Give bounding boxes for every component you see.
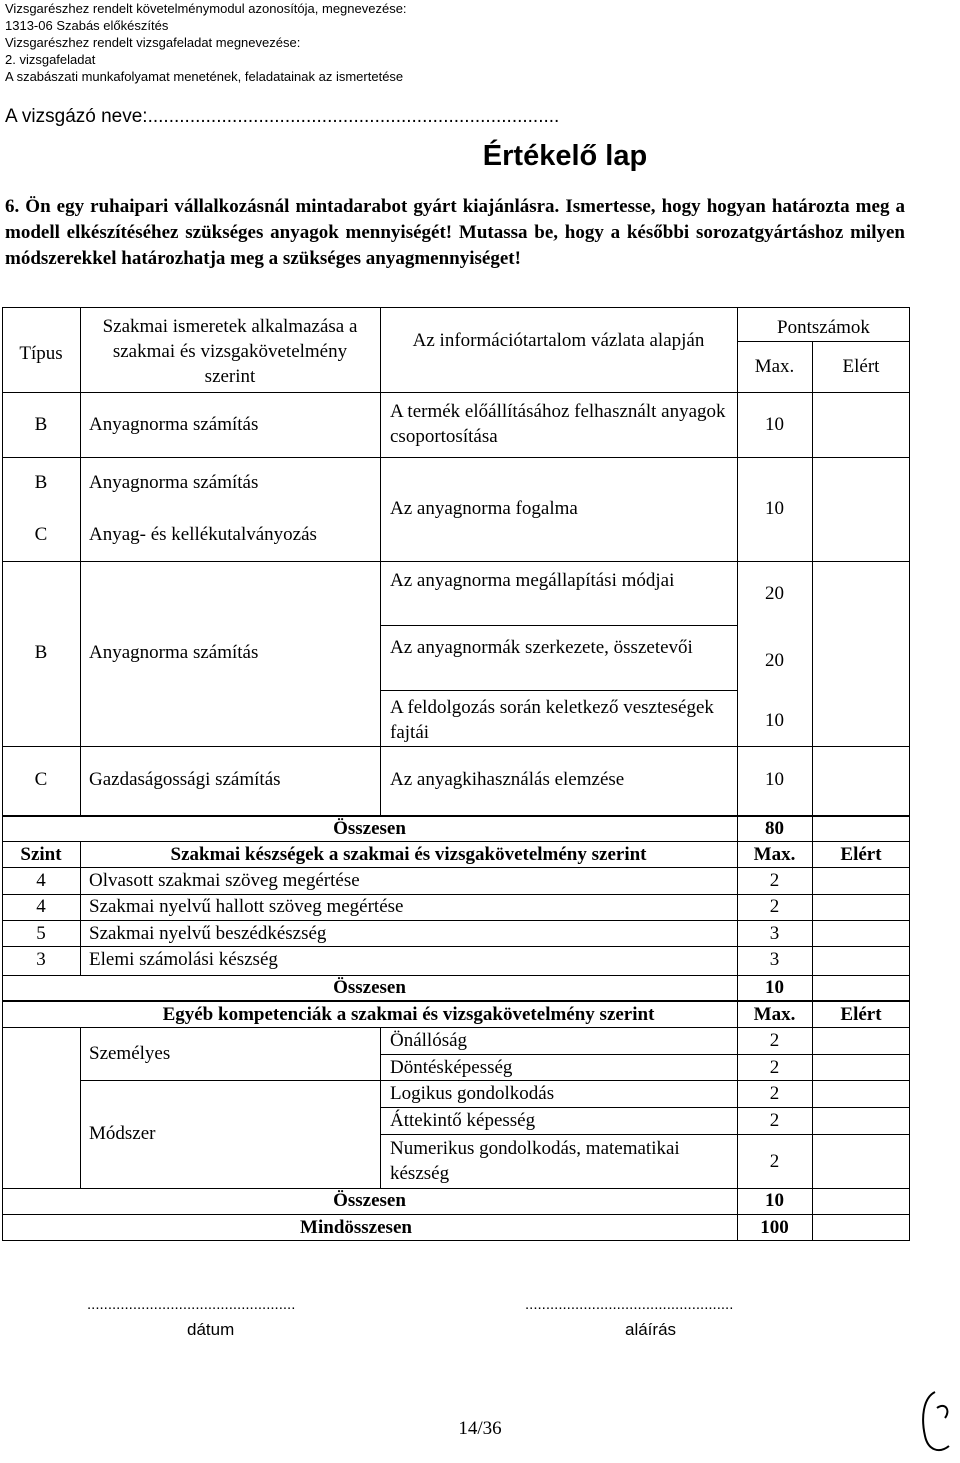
- header-task-label: Vizsgarészhez rendelt vizsgafeladat megnevezése:: [5, 35, 301, 50]
- candidate-name-line: A vizsgázó neve:..............................................................................: [5, 106, 560, 127]
- competence-max: 2: [769, 1151, 780, 1172]
- date-label: dátum: [187, 1320, 235, 1339]
- total-other-label: Összesen: [333, 1190, 406, 1211]
- row4-info: Az anyagkihasználás elemzése: [390, 769, 625, 790]
- column-header-achieved: Elért: [842, 356, 880, 377]
- grand-total-label: Mindösszesen: [300, 1217, 412, 1238]
- competence-max: 2: [769, 1057, 780, 1078]
- skill-max: 3: [769, 923, 780, 944]
- row3-type: B: [34, 642, 48, 663]
- column-header-knowledge: Szakmai ismeretek alkalmazása a szakmai és vizsgakövetelmény szerint: [102, 316, 358, 387]
- row2-type-c: C: [34, 524, 48, 545]
- skill-name: Szakmai nyelvű beszédkészség: [89, 923, 327, 944]
- column-header-max: Max.: [754, 356, 795, 377]
- row3-max-a: 20: [765, 583, 784, 604]
- header-module-name: 1313-06 Szabás előkészítés: [5, 18, 169, 33]
- total-skills-label: Összesen: [333, 977, 406, 998]
- competence-max: 2: [769, 1083, 780, 1104]
- competence-name: Döntésképesség: [390, 1057, 513, 1078]
- row4-knowledge: Gazdaságossági számítás: [89, 769, 281, 790]
- row3-info-b: Az anyagnormák szerkezete, összetevői: [390, 637, 693, 658]
- header-task-number: 2. vizsgafeladat: [5, 52, 96, 67]
- method-competence-label: Módszer: [89, 1123, 156, 1144]
- skill-max: 2: [769, 896, 780, 917]
- header-task-name: A szabászati munkafolyamat menetének, feladatainak az ismertetése: [5, 69, 404, 84]
- skill-name: Szakmai nyelvű hallott szöveg megértése: [89, 896, 404, 917]
- column-header-level: Szint: [20, 844, 62, 865]
- skill-max: 3: [769, 949, 780, 970]
- row2-knowledge-b: Anyag- és kellékutalványozás: [89, 524, 317, 545]
- row4-type: C: [34, 769, 48, 790]
- total-skills-value: 10: [765, 977, 784, 998]
- competence-name: Logikus gondolkodás: [390, 1083, 555, 1104]
- total-knowledge-label: Összesen: [333, 818, 406, 839]
- column-header-other-achieved: Elért: [840, 1004, 882, 1025]
- row3-info-a: Az anyagnorma megállapítási módjai: [390, 570, 675, 591]
- skill-max: 2: [769, 870, 780, 891]
- skill-level: 3: [36, 949, 46, 970]
- row2-max: 10: [765, 498, 784, 519]
- column-header-other: Egyéb kompetenciák a szakmai és vizsgakövetelmény szerint: [162, 1004, 655, 1025]
- header-module-label: Vizsgarészhez rendelt követelménymodul azonosítója, megnevezése:: [5, 1, 407, 16]
- column-header-skills-achieved: Elért: [840, 844, 882, 865]
- row3-info-c: A feldolgozás során keletkező veszteségek fajtái: [390, 697, 714, 743]
- column-header-type: Típus: [19, 343, 63, 364]
- row2-type-b: B: [34, 472, 48, 493]
- row4-max: 10: [765, 769, 784, 790]
- column-header-other-max: Max.: [753, 1004, 796, 1025]
- row2-knowledge-a: Anyagnorma számítás: [89, 472, 259, 493]
- row1-info: A termék előállításához felhasznált anyagok csoportosítása: [390, 401, 726, 447]
- task-description: 6. Ön egy ruhaipari vállalkozásnál mintadarabot gyárt kiajánlásra. Ismertesse, hogy hogyan határozta meg a modell elkészítéséhez szükséges anyagok mennyiségét! Mutassa be, hogy a későbbi sorozatgyártáshoz milyen módszerekkel határozhatja meg a szükséges anyagmennyiséget!: [5, 196, 905, 269]
- date-dotted-line: ..................................................: [87, 1296, 296, 1313]
- row1-knowledge: Anyagnorma számítás: [89, 414, 259, 435]
- page-number: 14/36: [458, 1418, 502, 1439]
- signature-label: aláírás: [625, 1320, 677, 1339]
- row3-knowledge: Anyagnorma számítás: [89, 642, 259, 663]
- competence-max: 2: [769, 1030, 780, 1051]
- competence-name: Numerikus gondolkodás, matematikai készség: [390, 1138, 680, 1184]
- skill-name: Elemi számolási készség: [89, 949, 278, 970]
- column-header-skills-max: Max.: [753, 844, 796, 865]
- column-header-skills: Szakmai készségek a szakmai és vizsgakövetelmény szerint: [170, 844, 647, 865]
- row1-type: B: [34, 414, 48, 435]
- skill-level: 4: [36, 896, 46, 917]
- competence-name: Áttekintő képesség: [390, 1110, 536, 1131]
- row2-info: Az anyagnorma fogalma: [390, 498, 578, 519]
- page-title: Értékelő lap: [482, 140, 648, 172]
- row1-max: 10: [765, 414, 784, 435]
- competence-name: Önállóság: [390, 1030, 468, 1051]
- row3-max-c: 10: [765, 710, 784, 731]
- skill-level: 4: [36, 870, 46, 891]
- total-other-value: 10: [765, 1190, 784, 1211]
- grand-total-value: 100: [760, 1217, 789, 1238]
- skill-name: Olvasott szakmai szöveg megértése: [89, 870, 360, 891]
- row3-max-b: 20: [765, 650, 784, 671]
- signature-dotted-line: ..................................................: [525, 1296, 734, 1313]
- competence-max: 2: [769, 1110, 780, 1131]
- total-knowledge-value: 80: [765, 818, 784, 839]
- skill-level: 5: [36, 923, 46, 944]
- personal-competence-label: Személyes: [89, 1043, 171, 1064]
- column-header-points: Pontszámok: [777, 317, 870, 338]
- column-header-info: Az információtartalom vázlata alapján: [412, 330, 705, 351]
